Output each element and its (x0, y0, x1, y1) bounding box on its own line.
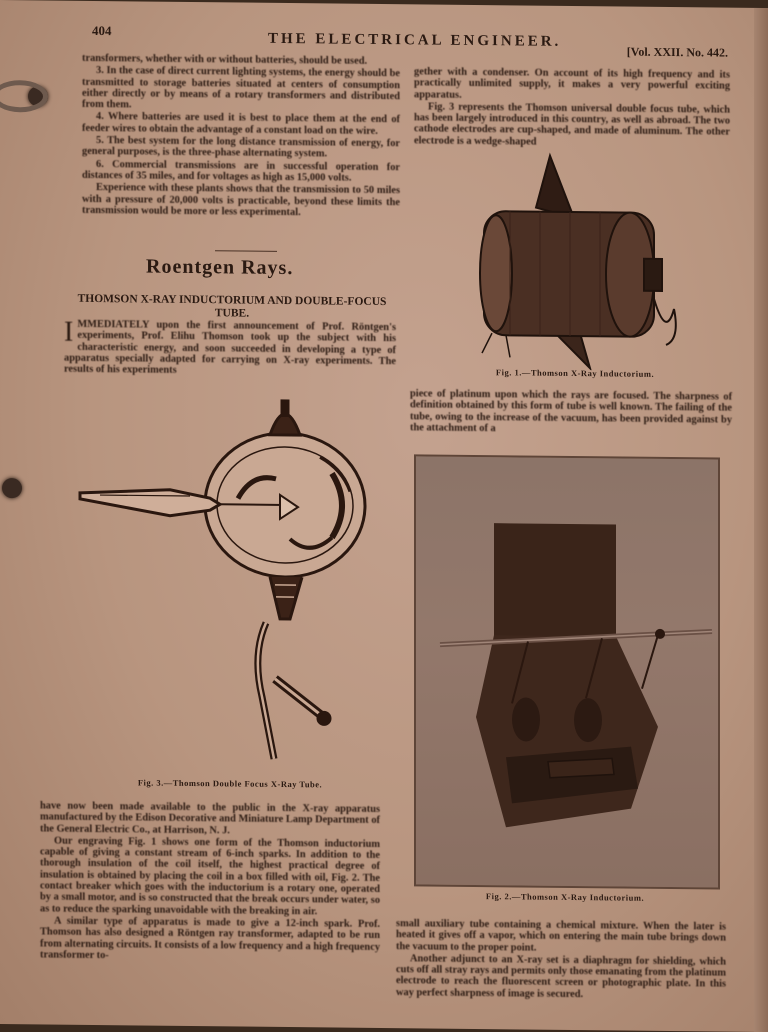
binder-ring-top (0, 80, 48, 113)
inductorium-fig1-illustration (470, 147, 690, 371)
binder-hole-middle (2, 478, 22, 498)
page-edge (754, 8, 768, 1032)
article-intro (64, 316, 396, 379)
paragraph: gether with a condenser. On account of its high frequency and its practically unlimited supply, it makes a very powerful exciting apparatus. (414, 66, 730, 101)
fig1-caption: Fig. 1.—Thomson X-Ray Inductorium. (495, 367, 655, 379)
right-column-middle (410, 388, 732, 438)
page-number: 404 (92, 22, 112, 39)
paragraph: piece of platinum upon which the rays are focused. The sharpness of definition obtained by this form of tube is well known. The failing of the tube, owing to the increase of the vacuum, has been provided against by the attachment of a (410, 388, 732, 435)
paragraph: Fig. 3 represents the Thomson universal double focus tube, which has been largely introduced in this country, as well as abroad. The two cathode electrodes are cup-shaped, and made of aluminum. The other electrode is a wedge-shaped (414, 101, 730, 148)
paragraph: Another adjunct to an X-ray set is a diaphragm for shielding, which cuts off all stray rays and permits only those emanating from the platinum electrode to reach the fluorescent screen or photographic plate. In this way perfect sharpness of image is secured. (396, 953, 726, 1000)
article-title: Roentgen Rays. (146, 255, 294, 280)
paragraph: Experience with these plants shows that the transmission to 50 miles with a pressure of 20,000 volts is practicable, beyond these limits the transmission would be more or less experimental. (82, 182, 400, 219)
intro-text: MMEDIATELY upon the first announcement of Prof. Röntgen's experiments, Prof. Elihu Thomson took up the subject with his characteristic energy, and soon succeeded in developing a type of apparatus specially adapted for carrying on X-ray experiments. The results of his experiments (64, 318, 396, 377)
article-subtitle: THOMSON X-RAY INDUCTORIUM AND DOUBLE-FOCUS TUBE. (77, 292, 387, 320)
section-divider (215, 250, 277, 252)
fig3-caption: Fig. 3.—Thomson Double Focus X-Ray Tube. (137, 777, 323, 790)
double-focus-tube-illustration (70, 385, 380, 764)
right-column-top (414, 66, 730, 150)
paragraph: 6. Commercial transmissions are in successful operation for distances of 35 miles, and for voltages as high as 15,000 volts. (82, 158, 400, 184)
inductorium-photo-drawing (416, 456, 718, 887)
inductorium-fig2-photograph (414, 454, 720, 889)
paragraph: have now been made available to the public in the X-ray apparatus manufactured by the Edison Decorative and Miniature Lamp Department of the General Electric Co., at Harrison, N. J. (40, 800, 380, 837)
paragraph: small auxiliary tube containing a chemical mixture. When the later is heated it gives off a vapor, which on entering the main tube brings down the vacuum to the proper point. (396, 918, 726, 954)
drop-cap: I (64, 316, 74, 348)
paragraph: transformers, whether with or without batteries, should be used. (82, 52, 368, 67)
fig2-caption: Fig. 2.—Thomson X-Ray Inductorium. (485, 891, 645, 903)
paragraph: 5. The best system for the long distance transmission of energy, for general purposes, is the three-phase alternating system. (82, 135, 400, 160)
volume-number: [Vol. XXII. No. 442. (626, 44, 728, 60)
left-column-bottom (40, 800, 380, 965)
paragraph: Our engraving Fig. 1 shows one form of the Thomson inductorium capable of giving a constant stream of 6-inch sparks. In addition to the thorough insulation of the coil itself, the highest practical degree of insulation is obtained by placing the coil in a box filled with oil, Fig. 2. The contact breaker which goes with the inductorium is a rotary one, operated by a small motor, and is so constructed that the break occurs under water, so as to reduce the sparking unavoidable with the breaking in air. (40, 835, 380, 917)
left-column-top (82, 53, 400, 220)
journal-title: THE ELECTRICAL ENGINEER. (268, 30, 562, 50)
paragraph: 3. In the case of direct current lighting systems, the energy should be transmitted to storage batteries situated at centers of consumption either directly or by means of a rotary transformers and distributed from them. (82, 65, 400, 111)
paragraph: 4. Where batteries are used it is best to place them at the end of feeder wires to obtain the advantage of a constant load on the wire. (82, 111, 400, 137)
paragraph: A similar type of apparatus is made to give a 12-inch spark. Prof. Thomson has also designed a Röntgen ray transformer, adapted to be run from alternating circuits. It consists of a low frequency and a high frequency transformer to- (40, 915, 380, 961)
right-column-bottom (396, 918, 726, 1003)
